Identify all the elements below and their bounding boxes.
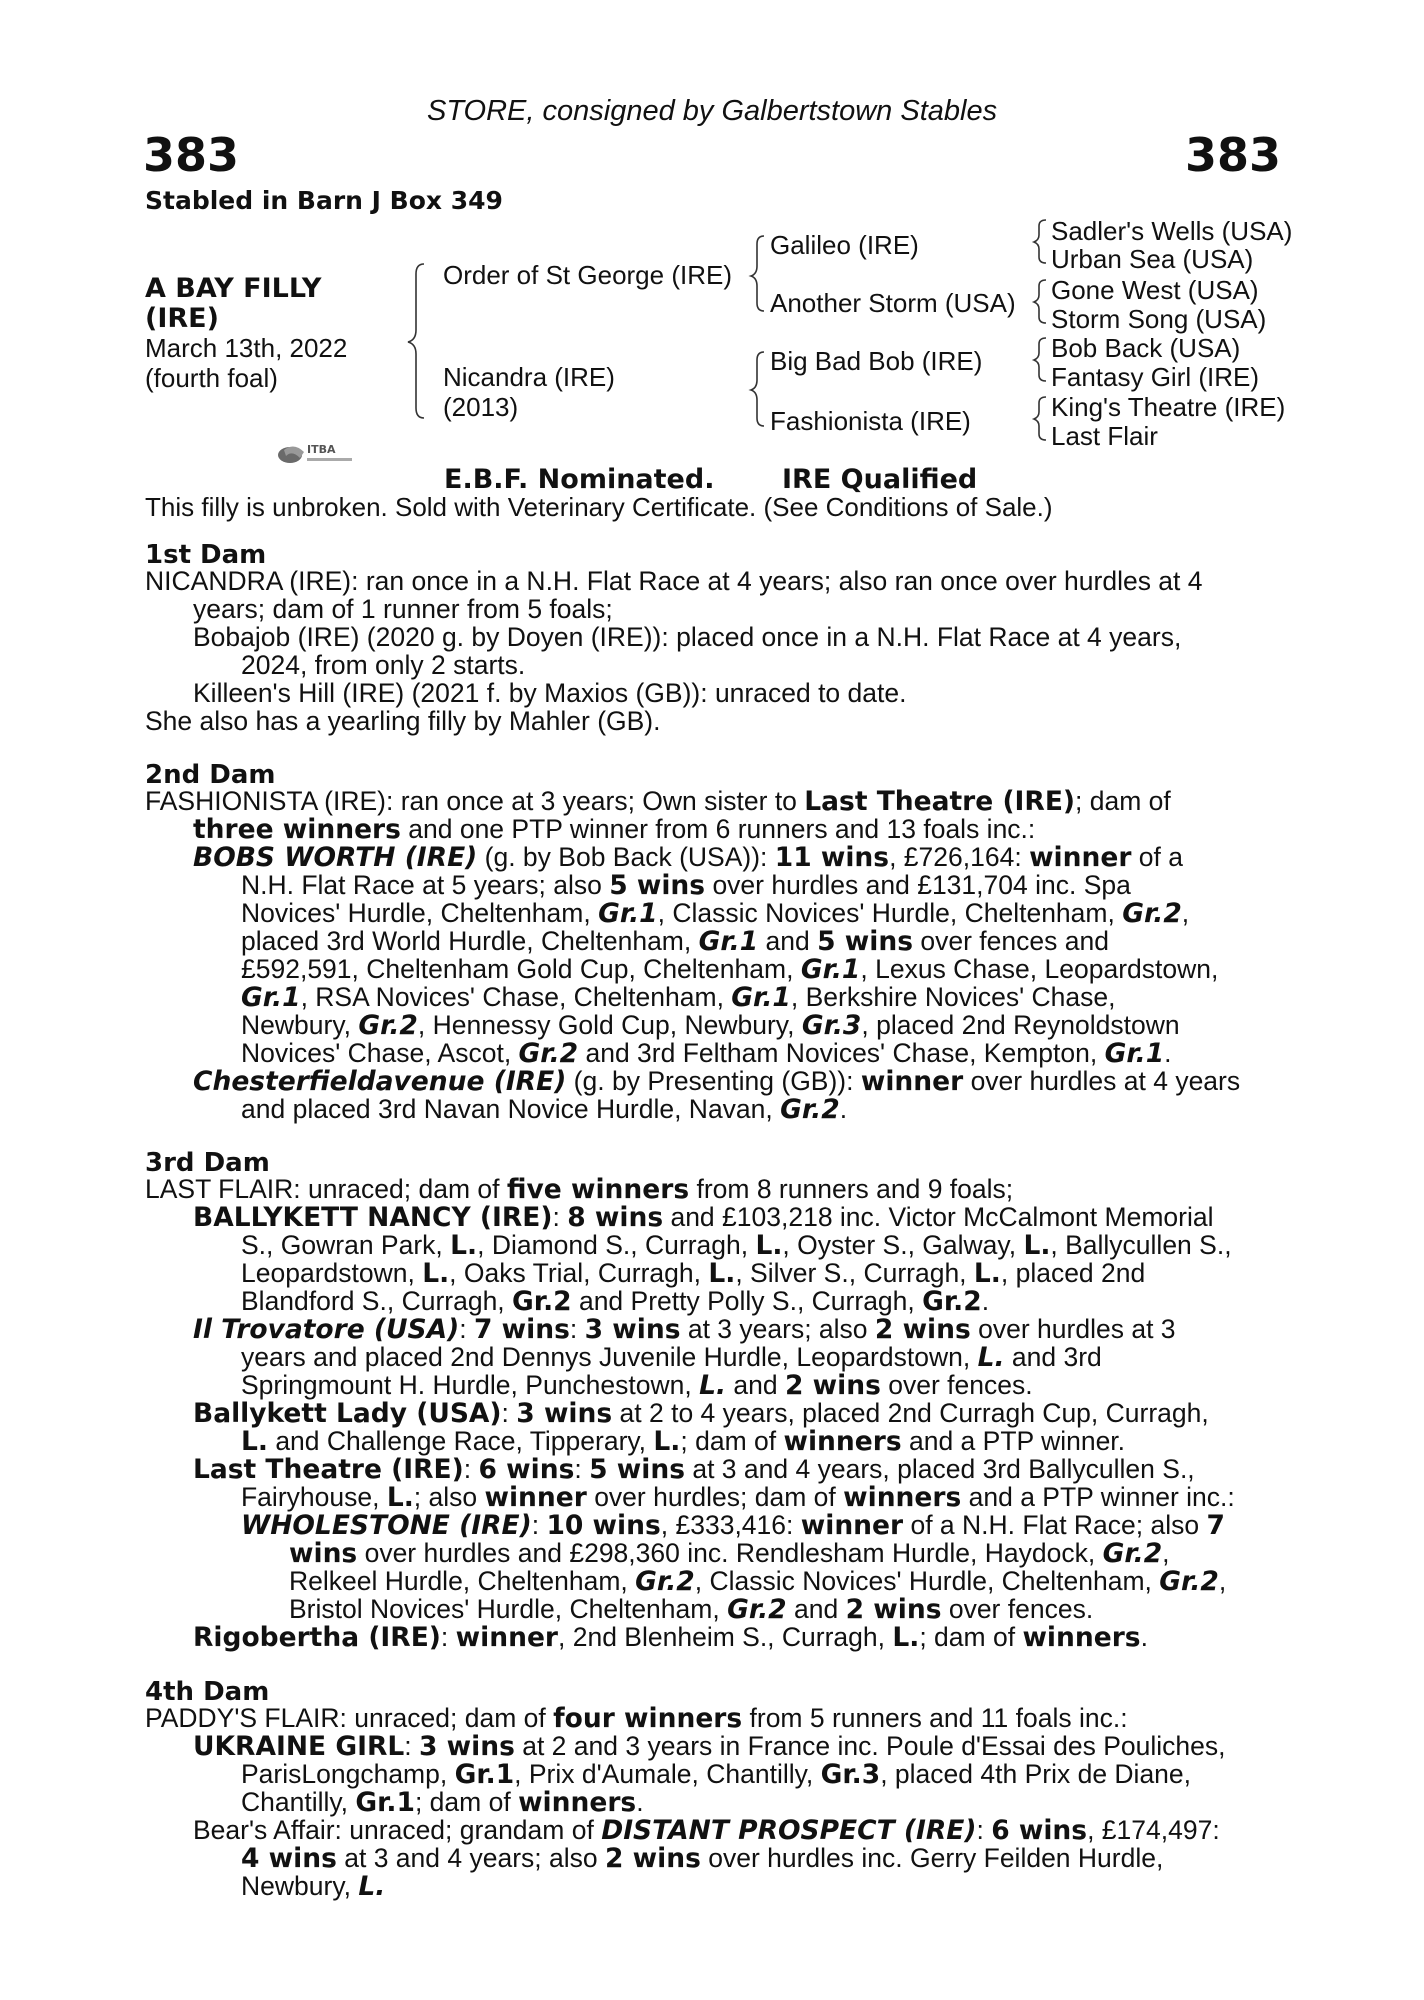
stabled-line: Stabled in Barn J Box 349 [145,186,503,215]
pedigree-sss: Sadler's Wells (USA) [1051,216,1293,246]
dam1-line3: Bobajob (IRE) (2020 g. by Doyen (IRE)): placed once in a N.H. Flat Race at 4 years, [193,622,1182,652]
dam3-line1: LAST FLAIR: unraced; dam of five winners from 8 runners and 9 foals; [145,1174,1014,1205]
progeny-ukraine-girl: UKRAINE GIRL [193,1731,405,1762]
itba-logo [276,438,356,472]
dam2-line10: Novices' Chase, Ascot, Gr.2 and 3rd Feltham Novices' Chase, Kempton, Gr.1. [241,1038,1172,1069]
dam2-line1: FASHIONISTA (IRE): ran once at 3 years; Own sister to Last Theatre (IRE); dam of [145,786,1171,817]
pedigree-dam-year: (2013) [443,392,519,422]
dam2-line5: Novices' Hurdle, Cheltenham, Gr.1, Classic Novices' Hurdle, Cheltenham, Gr.2, [241,898,1190,929]
pedigree-ddd: Last Flair [1051,421,1158,451]
dam4-section [145,1704,1281,1904]
dam2-line4: N.H. Flat Race at 5 years; also 5 wins over hurdles and £131,704 inc. Spa [241,870,1131,901]
dam3-line13: WHOLESTONE (IRE): 10 wins, £333,416: winner of a N.H. Flat Race; also 7 [241,1510,1225,1541]
pedigree-sire-sire: Galileo (IRE) [770,230,919,260]
dam3-line4: Leopardstown, L., Oaks Trial, Curragh, L., Silver S., Curragh, L., placed 2nd [241,1258,1146,1289]
pedigree-dam-dam: Fashionista (IRE) [770,406,971,436]
dam2-heading: 2nd Dam [145,760,276,790]
pedigree-ssd: Urban Sea (USA) [1051,244,1254,274]
dam3-line16: Bristol Novices' Hurdle, Cheltenham, Gr.2 and 2 wins over fences. [289,1594,1094,1625]
dam3-line11: Last Theatre (IRE): 6 wins: 5 wins at 3 and 4 years, placed 3rd Ballycullen S., [193,1454,1195,1485]
dam2-line3: BOBS WORTH (IRE) (g. by Bob Back (USA)): 11 wins, £726,164: winner of a [193,842,1183,873]
dam1-line5: Killeen's Hill (IRE) (2021 f. by Maxios (GB)): unraced to date. [193,678,907,708]
ire-qualified: IRE Qualified [782,464,978,495]
pedigree-dam-sire: Big Bad Bob (IRE) [770,346,983,376]
dam3-line8: Springmount H. Hurdle, Punchestown, L. and 2 wins over fences. [241,1370,1033,1401]
dam4-line3: ParisLongchamp, Gr.1, Prix d'Aumale, Chantilly, Gr.3, placed 4th Prix de Diane, [241,1759,1192,1790]
dam4-line7: Newbury, L. [241,1871,386,1902]
pedigree-dam: Nicandra (IRE) [443,362,615,392]
dam3-line7: years and placed 2nd Dennys Juvenile Hurdle, Leopardstown, L. and 3rd [241,1342,1102,1373]
dam3-line17: Rigobertha (IRE): winner, 2nd Blenheim S., Curragh, L.; dam of winners. [193,1622,1148,1653]
dam2-line2: three winners and one PTP winner from 6 runners and 13 foals inc.: [193,814,1036,845]
pedigree-dss: Bob Back (USA) [1051,333,1241,363]
dam2-line7: £592,591, Cheltenham Gold Cup, Cheltenham, Gr.1, Lexus Chase, Leopardstown, [241,954,1219,985]
progeny-last-theatre: Last Theatre (IRE) [193,1454,464,1485]
pedigree-dds: King's Theatre (IRE) [1051,392,1286,422]
pedigree-sdd: Storm Song (USA) [1051,304,1267,334]
dam4-line2: UKRAINE GIRL: 3 wins at 2 and 3 years in France inc. Poule d'Essai des Pouliches, [193,1731,1226,1762]
dam3-line6: Il Trovatore (USA): 7 wins: 3 wins at 3 years; also 2 wins over hurdles at 3 [193,1314,1176,1345]
dam2-line8: Gr.1, RSA Novices' Chase, Cheltenham, Gr.1, Berkshire Novices' Chase, [241,982,1116,1013]
progeny-bobs-worth: BOBS WORTH (IRE) [193,842,478,873]
progeny-wholestone: WHOLESTONE (IRE) [241,1510,532,1541]
dam3-line9: Ballykett Lady (USA): 3 wins at 2 to 4 years, placed 2nd Curragh Cup, Curragh, [193,1398,1209,1429]
ebf-nominated: E.B.F. Nominated. [444,464,715,495]
horse-dob: March 13th, 2022 [145,333,348,363]
dam3-section [145,1175,1281,1655]
pedigree-sire: Order of St George (IRE) [443,260,732,290]
horse-title-1: A BAY FILLY [145,273,322,304]
dam3-line15: Relkeel Hurdle, Cheltenham, Gr.2, Classic Novices' Hurdle, Cheltenham, Gr.2, [289,1566,1227,1597]
dam2-line6: placed 3rd World Hurdle, Cheltenham, Gr.1 and 5 wins over fences and [241,926,1109,957]
progeny-ballykett-nancy: BALLYKETT NANCY (IRE) [193,1202,553,1233]
dam1-section [145,567,1281,737]
itba-logo-text: ITBA [307,443,336,456]
horse-foal: (fourth foal) [145,363,278,393]
dam3-line14: wins over hurdles and £298,360 inc. Rendlesham Hurdle, Haydock, Gr.2, [289,1538,1170,1569]
progeny-distant-prospect: DISTANT PROSPECT (IRE) [601,1815,977,1846]
dam4-line4: Chantilly, Gr.1; dam of winners. [241,1787,644,1818]
dam3-line10: L. and Challenge Race, Tipperary, L.; dam of winners and a PTP winner. [241,1426,1126,1457]
dam2-line9: Newbury, Gr.2, Hennessy Gold Cup, Newbury, Gr.3, placed 2nd Reynoldstown [241,1010,1180,1041]
dam1-line2: years; dam of 1 runner from 5 foals; [193,594,613,624]
dam3-heading: 3rd Dam [145,1148,270,1178]
dam2-section [145,787,1281,1127]
pedigree-sds: Gone West (USA) [1051,275,1259,305]
dam3-line5: Blandford S., Curragh, Gr.2 and Pretty Polly S., Curragh, Gr.2. [241,1286,990,1317]
dam4-line6: 4 wins at 3 and 4 years; also 2 wins over hurdles inc. Gerry Feilden Hurdle, [241,1843,1164,1874]
progeny-il-trovatore: Il Trovatore (USA) [193,1314,460,1345]
dam4-line5: Bear's Affair: unraced; grandam of DISTANT PROSPECT (IRE): 6 wins, £174,497: [193,1815,1220,1846]
lot-number-right: 383 [1184,128,1281,182]
progeny-chesterfieldavenue: Chesterfieldavenue (IRE) [193,1066,567,1097]
dam4-heading: 4th Dam [145,1677,270,1707]
progeny-ballykett-lady: Ballykett Lady (USA) [193,1398,502,1429]
lot-number-left: 383 [143,128,240,182]
sale-note: This filly is unbroken. Sold with Veterinary Certificate. (See Conditions of Sale.) [145,492,1053,522]
dam2-line12: and placed 3rd Navan Novice Hurdle, Navan, Gr.2. [241,1094,848,1125]
dam1-line1: NICANDRA (IRE): ran once in a N.H. Flat Race at 4 years; also ran once over hurdles at 4 [145,566,1203,596]
horse-title-2: (IRE) [145,303,219,334]
dam1-line6: She also has a yearling filly by Mahler (GB). [145,706,661,736]
dam1-line4: 2024, from only 2 starts. [241,650,526,680]
progeny-rigobertha: Rigobertha (IRE) [193,1622,441,1653]
consignor-line: STORE, consigned by Galbertstown Stables [427,95,998,127]
pedigree-dsd: Fantasy Girl (IRE) [1051,362,1260,392]
pedigree-sire-dam: Another Storm (USA) [770,288,1016,318]
dam4-line1: PADDY'S FLAIR: unraced; dam of four winners from 5 runners and 11 foals inc.: [145,1703,1128,1734]
dam3-line3: S., Gowran Park, L., Diamond S., Curragh, L., Oyster S., Galway, L., Ballycullen S., [241,1230,1232,1261]
dam3-line2: BALLYKETT NANCY (IRE): 8 wins and £103,218 inc. Victor McCalmont Memorial [193,1202,1214,1233]
dam1-heading: 1st Dam [145,540,267,570]
dam2-line11: Chesterfieldavenue (IRE) (g. by Presenting (GB)): winner over hurdles at 4 years [193,1066,1241,1097]
dam3-line12: Fairyhouse, L.; also winner over hurdles; dam of winners and a PTP winner inc.: [241,1482,1235,1513]
